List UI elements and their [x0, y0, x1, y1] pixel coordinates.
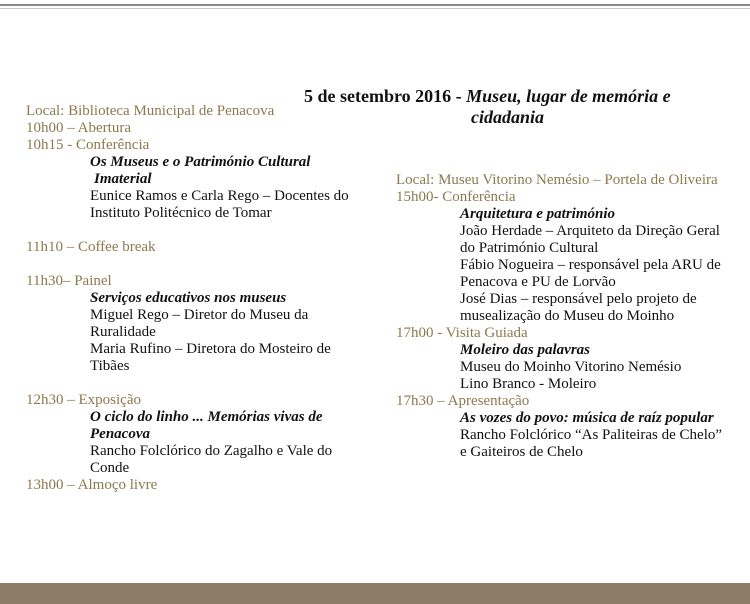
- panel-speaker1-line2: Ruralidade: [90, 324, 156, 340]
- panel-speaker2-line1: Maria Rufino – Diretora do Mosteiro de: [90, 341, 331, 357]
- heading-theme-line2: cidadania: [471, 107, 545, 127]
- top-rule: [0, 4, 750, 6]
- presentation-title: As vozes do povo: música de raíz popular: [460, 410, 714, 426]
- lunch: 13h00 – Almoço livre: [26, 477, 158, 493]
- exhibition-title-line2: Penacova: [90, 426, 150, 442]
- exhibition-by-line2: Conde: [90, 460, 130, 476]
- guided-visit-time: 17h00 - Visita Guiada: [396, 325, 528, 341]
- heading-date: 5 de setembro 2016: [304, 86, 452, 106]
- conference-speakers-line1: Eunice Ramos e Carla Rego – Docentes do: [90, 188, 349, 204]
- bottom-band: [0, 583, 750, 604]
- panel-speaker1-line1: Miguel Rego – Diretor do Museu da: [90, 307, 309, 323]
- exhibition-title-line1: O ciclo do linho ... Memórias vivas de: [90, 409, 323, 425]
- speaker3-line2: musealização do Museu do Moinho: [460, 308, 675, 324]
- coffee-break: 11h10 – Coffee break: [26, 239, 156, 255]
- presentation-line1: Rancho Folclórico “As Paliteiras de Chelo”: [460, 427, 723, 443]
- conference-title-line1: Os Museus e o Património Cultural: [90, 154, 311, 170]
- speaker1-line1: João Herdade – Arquiteto da Direção Geral: [460, 223, 720, 239]
- exhibition-time: 12h30 – Exposição: [26, 392, 141, 408]
- guided-visit-line1: Museu do Moinho Vitorino Nemésio: [460, 359, 682, 375]
- panel-speaker2-line2: Tibães: [90, 358, 130, 374]
- presentation-line2: e Gaiteiros de Chelo: [460, 444, 583, 460]
- heading-separator: -: [451, 86, 467, 106]
- speaker2-line1: Fábio Nogueira – responsável pela ARU de: [460, 257, 721, 273]
- conference-speakers-line2: Instituto Politécnico de Tomar: [90, 205, 272, 221]
- afternoon-conference-time: 15h00- Conferência: [396, 189, 516, 205]
- speaker3-line1: José Dias – responsável pelo projeto de: [460, 291, 697, 307]
- presentation-time: 17h30 – Apresentação: [396, 393, 530, 409]
- heading-theme-line1: Museu, lugar de memória e: [466, 86, 671, 106]
- opening-time: 10h00 – Abertura: [26, 120, 131, 136]
- top-rule-thin: [0, 8, 750, 9]
- guided-visit-line2: Lino Branco - Moleiro: [460, 376, 597, 392]
- afternoon-location: Local: Museu Vitorino Nemésio – Portela de Oliveira: [396, 172, 718, 188]
- afternoon-conference-title: Arquitetura e património: [460, 206, 616, 222]
- speaker1-line2: do Património Cultural: [460, 240, 599, 256]
- exhibition-by-line1: Rancho Folclórico do Zagalho e Vale do: [90, 443, 333, 459]
- speaker2-line2: Penacova e PU de Lorvão: [460, 274, 616, 290]
- conference-title-line2: Imaterial: [94, 171, 152, 187]
- guided-visit-title: Moleiro das palavras: [460, 342, 591, 358]
- conference-time: 10h15 - Conferência: [26, 137, 150, 153]
- morning-program: [26, 103, 376, 494]
- afternoon-program: [396, 172, 750, 461]
- panel-title: Serviços educativos nos museus: [90, 290, 287, 306]
- morning-location: Local: Biblioteca Municipal de Penacova: [26, 103, 275, 119]
- panel-time: 11h30– Painel: [26, 273, 112, 289]
